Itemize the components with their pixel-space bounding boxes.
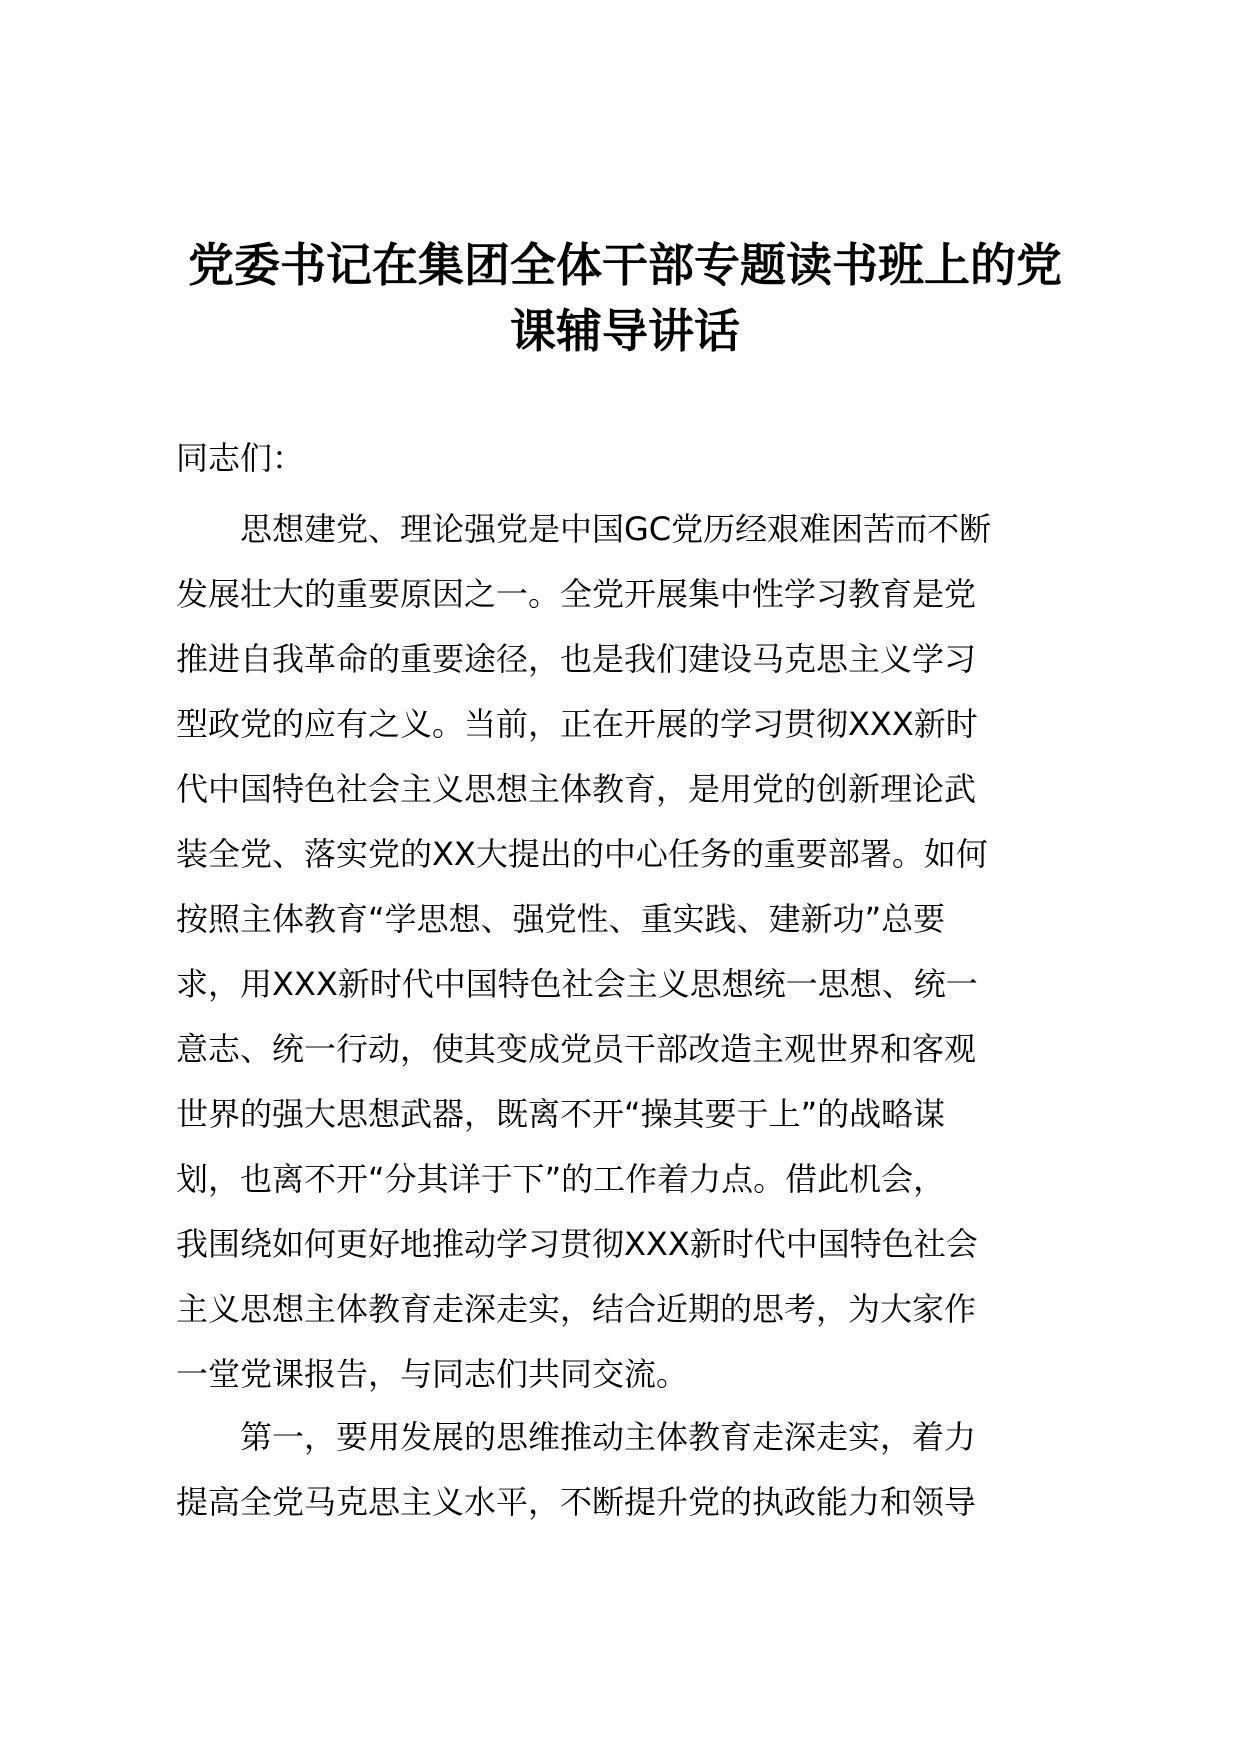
title-line-2: 课辅导讲话: [510, 304, 740, 358]
text-line: 型政党的应有之义。当前，正在开展的学习贯彻XXX新时: [176, 705, 978, 743]
document-title: [160, 232, 1090, 364]
text-line: 主义思想主体教育走深走实，结合近期的思考，为大家作: [176, 1290, 977, 1328]
text-line: 发展壮大的重要原因之一。全党开展集中性学习教育是党: [176, 575, 977, 613]
text-line: 我围绕如何更好地推动学习贯彻XXX新时代中国特色社会: [176, 1225, 978, 1263]
paragraph-1: [176, 497, 1106, 1407]
text-line: 一堂党课报告，与同志们共同交流。: [176, 1355, 689, 1393]
text-line: 划，也离不开“分其详于下”的工作着力点。借此机会，: [176, 1160, 946, 1198]
text-line: 装全党、落实党的XX大提出的中心任务的重要部署。如何: [176, 835, 988, 873]
text-line: 求，用XXX新时代中国特色社会主义思想统一思想、统一: [176, 965, 978, 1003]
text-line: 提高全党马克思主义水平，不断提升党的执政能力和领导: [176, 1483, 977, 1521]
text-line: 推进自我革命的重要途径，也是我们建设马克思主义学习: [176, 640, 977, 678]
paragraph-2: [176, 1405, 1106, 1535]
text-line: 思想建党、理论强党是中国GC党历经艰难困苦而不断: [240, 510, 992, 548]
text-line: 意志、统一行动，使其变成党员干部改造主观世界和客观: [176, 1030, 977, 1068]
text-line: 代中国特色社会主义思想主体教育，是用党的创新理论武: [176, 770, 977, 808]
salutation: 同志们：: [176, 439, 305, 477]
text-line: 世界的强大思想武器，既离不开“操其要于上”的战略谋: [176, 1095, 946, 1133]
text-line: 按照主体教育“学思想、强党性、重实践、建新功”总要: [176, 900, 946, 938]
text-line: 第一，要用发展的思维推动主体教育走深走实，着力: [240, 1418, 977, 1456]
title-line-1: 党委书记在集团全体干部专题读书班上的党: [188, 238, 1062, 292]
